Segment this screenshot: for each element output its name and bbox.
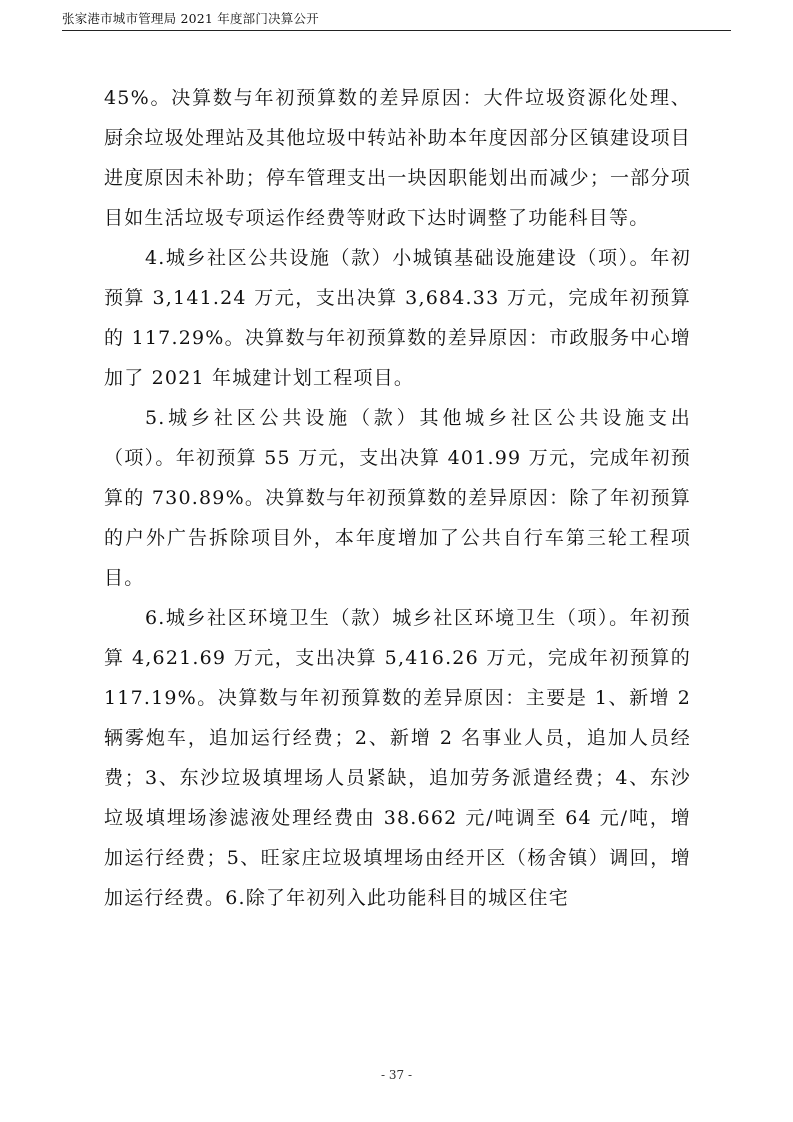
header-title: 张家港市城市管理局 2021 年度部门决算公开 [62, 11, 319, 26]
paragraph-item-4: 4.城乡社区公共设施（款）小城镇基础设施建设（项）。年初预算 3,141.24 万元，支出决算 3,684.33 万元，完成年初预算的 117.29%。决算数与年初预算数的差异原因：市政服务中心增加了 2021 年城建计划工程项目。 [104, 247, 691, 389]
page-number: - 37 - [380, 1068, 412, 1082]
document-body [104, 78, 691, 918]
page-header [62, 8, 731, 31]
paragraph-item-5: 5.城乡社区公共设施（款）其他城乡社区公共设施支出（项）。年初预算 55 万元，支出决算 401.99 万元，完成年初预算的 730.89%。决算数与年初预算数的差异原因：除了年初预算的户外广告拆除项目外，本年度增加了公共自行车第三轮工程项目。 [104, 407, 691, 589]
paragraph-continuation: 45%。决算数与年初预算数的差异原因：大件垃圾资源化处理、厨余垃圾处理站及其他垃圾中转站补助本年度因部分区镇建设项目进度原因未补助；停车管理支出一块因职能划出而减少；一部分项目如生活垃圾专项运作经费等财政下达时调整了功能科目等。 [104, 87, 691, 229]
paragraph-item-6: 6.城乡社区环境卫生（款）城乡社区环境卫生（项）。年初预算 4,621.69 万元，支出决算 5,416.26 万元，完成年初预算的 117.19%。决算数与年初预算数的差异原因：主要是 1、新增 2 辆雾炮车，追加运行经费；2、新增 2 名事业人员，追加人员经费；3、东沙垃圾填埋场人员紧缺，追加劳务派遣经费；4、东沙垃圾填埋场渗滤液处理经费由 38.662 元/吨调至 64 元/吨，增加运行经费；5、旺家庄垃圾填埋场由经开区（杨舍镇）调回，增加运行经费。6.除了年初列入此功能科目的城区住宅 [104, 607, 691, 909]
